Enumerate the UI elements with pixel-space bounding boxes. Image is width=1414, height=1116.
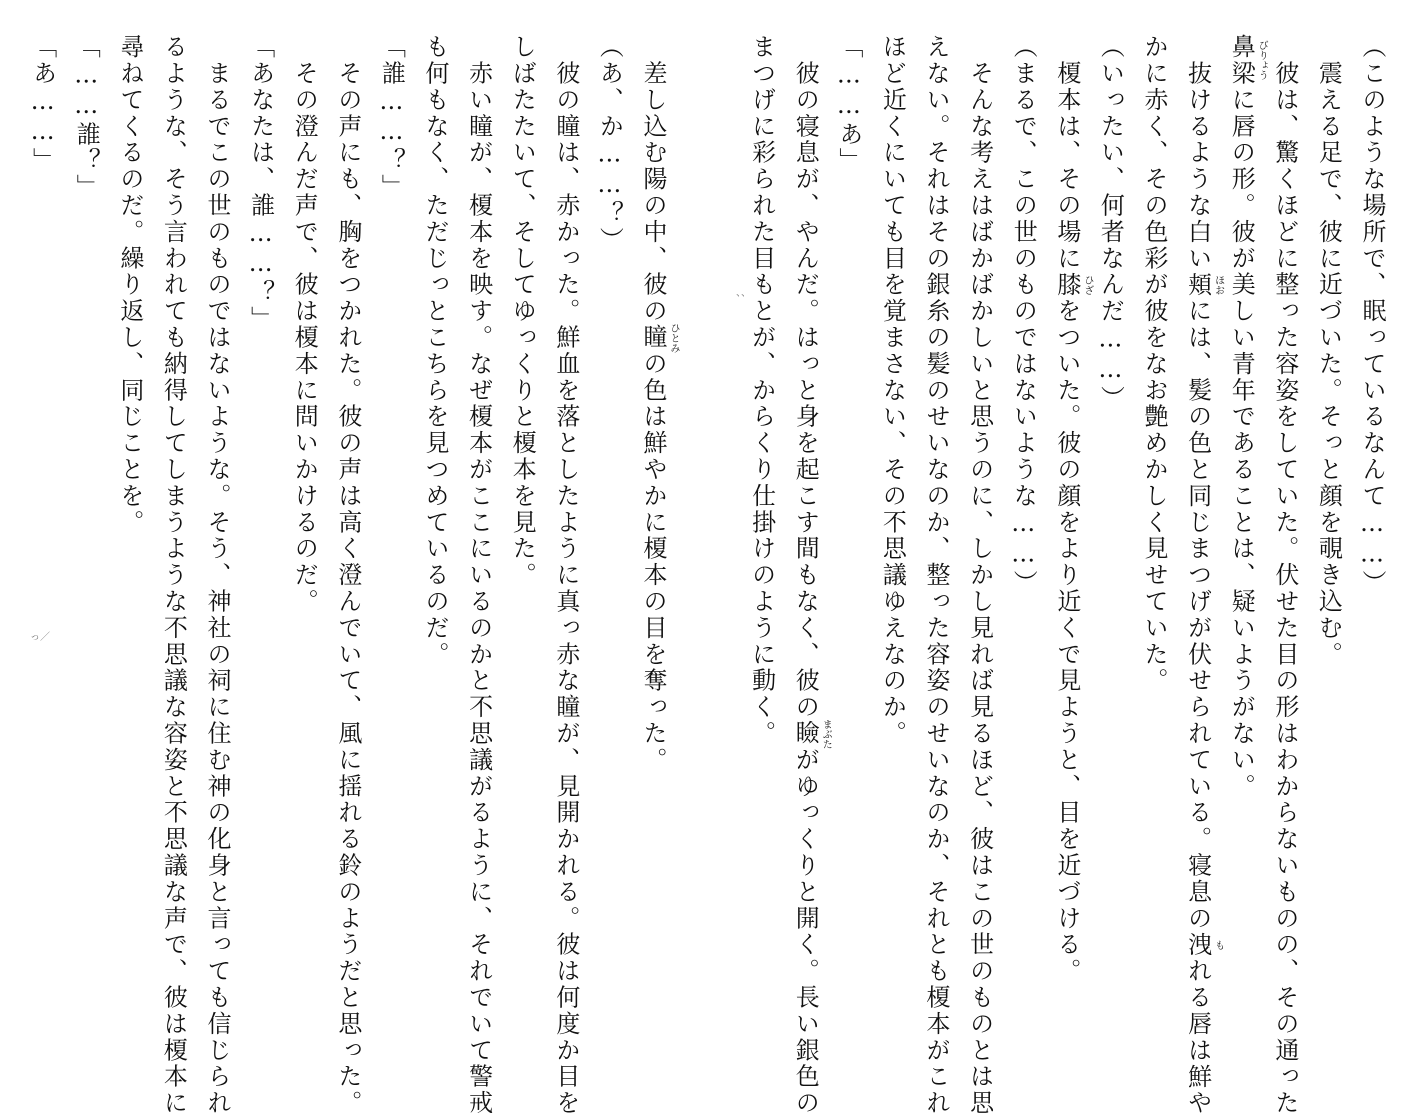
gutter-mark-top: 、、 — [736, 288, 751, 299]
ruby-base: 膝 ひざ — [1052, 271, 1093, 299]
gutter-mark-bottom: っ／ — [30, 632, 50, 643]
text-column: （いったい、何者なんだ……） — [1096, 34, 1125, 412]
text-column: 「あなたは、誰……？」 — [246, 34, 275, 333]
text-column: その澄んだ声で、彼は榎本に問いかけるのだ。 — [290, 34, 319, 615]
text-column: 彼の寝息が、やんだ。はっと身を起こす間もなく、彼の瞼 まぶた がゆっくりと開く。長い銀色の — [791, 34, 832, 1116]
text-column: 差し込む陽の中、彼の瞳 ひとみ の色は鮮やかに榎本の目を奪った。 — [639, 34, 679, 774]
furigana: ほお — [1212, 274, 1224, 295]
text-column: 「あ……」 — [28, 34, 57, 174]
text-column: まつげに彩られた目もとが、からくり仕掛けのように動く。 — [747, 34, 776, 747]
text-column: その声にも、胸をつかれた。彼の声は高く澄んでいて、風に揺れる鈴のようだと思った。 — [333, 34, 362, 1116]
ruby-base: 洩 も — [1183, 931, 1224, 959]
furigana: ひとみ — [668, 322, 679, 353]
ruby-base: 頬 ほお — [1183, 271, 1224, 299]
furigana: まぶた — [820, 718, 832, 749]
text-column: （まるで、この世のものではないような……） — [1009, 34, 1038, 597]
text-column: かに赤く、その色彩が彼をなお艶めかしく見せていた。 — [1140, 34, 1168, 694]
ruby-base: 瞳 ひとみ — [639, 322, 679, 353]
text-column: （このような場所で、眠っているなんて……） — [1358, 34, 1386, 597]
text-column: 赤い瞳が、榎本を映す。なぜ榎本がここにいるのかと不思議がるように、それでいて警戒 — [464, 34, 493, 1116]
text-column: 「……あ」 — [834, 34, 863, 174]
text-column: も何もなく、ただじっとこちらを見つめているのだ。 — [421, 34, 449, 668]
ruby-base: 鼻梁 びりょう — [1227, 34, 1268, 87]
text-column: まるでこの世のものではないような。そう、神社の祠に住む神の化身と言っても信じられ — [203, 34, 231, 1116]
furigana: も — [1212, 939, 1224, 950]
text-column: るような、そう言われても納得してしまうような不思議な容姿と不思議な声で、彼は榎本に — [159, 34, 188, 1116]
text-column: しばたたいて、そしてゆっくりと榎本を見た。 — [508, 34, 537, 589]
text-column: 鼻梁 びりょう に唇の形。彼が美しい青年であることは、疑いようがない。 — [1227, 34, 1268, 800]
text-column: 榎本は、その場に膝 ひざ をついた。彼の顔をより近くで見ようと、目を近づける。 — [1052, 34, 1093, 985]
right-page — [707, 0, 1414, 1116]
text-column: （あ、か……？） — [595, 34, 624, 254]
text-column: えない。それはその銀糸の髪のせいなのか、整った容姿のせいなのか、それとも榎本がこれ — [922, 34, 950, 1116]
text-column: 彼の瞳は、赤かった。鮮血を落としたように真っ赤な瞳が、見開かれる。彼は何度か目を — [551, 34, 580, 1116]
furigana: ひざ — [1081, 274, 1093, 295]
text-column: 抜けるような白い頬 ほお には、髪の色と同じまつげが伏せられている。寝息の洩 も れる唇は鮮や — [1183, 34, 1224, 1116]
text-column: 尋ねてくるのだ。繰り返し、同じことを。 — [115, 34, 144, 536]
furigana: びりょう — [1256, 40, 1268, 81]
text-column: 「誰……？」 — [377, 34, 406, 201]
ruby-base: 瞼 まぶた — [791, 718, 832, 749]
text-column: そんな考えはばかばかしいと思うのに、しかし見れば見るほど、彼はこの世のものとは思 — [965, 34, 994, 1116]
text-column: 震える足で、彼に近づいた。そっと顔を覗き込む。 — [1314, 34, 1343, 668]
text-column: ほど近くにいても目を覚まさない、その不思議ゆえなのか。 — [878, 34, 907, 747]
text-column: 「……誰？」 — [72, 34, 101, 201]
text-column: 彼は、驚くほどに整った容姿をしていた。伏せた目の形はわからないものの、その通った — [1270, 34, 1299, 1116]
